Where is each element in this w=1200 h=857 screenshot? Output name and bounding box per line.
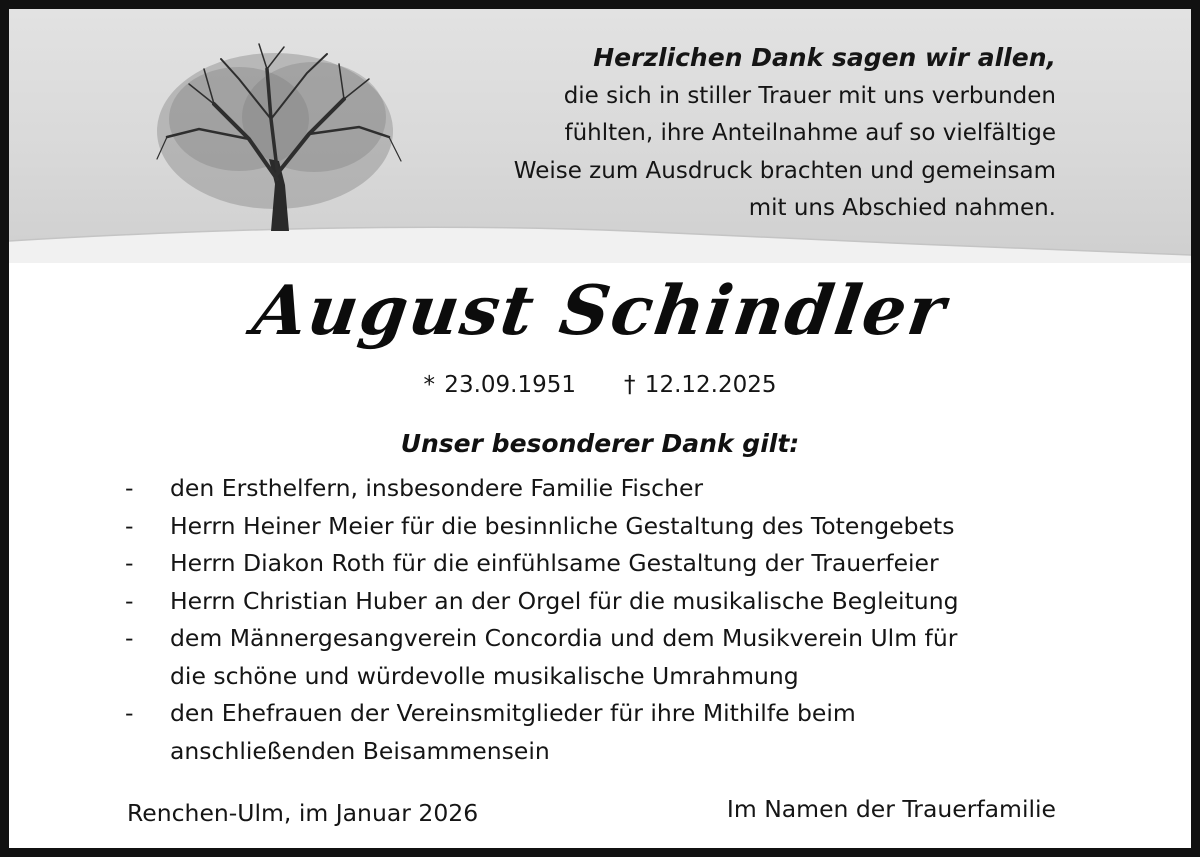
list-item [125, 470, 1105, 508]
place-date: Renchen-Ulm, im Januar 2026 [127, 799, 479, 827]
intro-text [514, 39, 1056, 228]
intro-line: Weise zum Ausdruck brachten und gemeinsam [513, 157, 1056, 184]
death-date: † 12.12.2025 [624, 372, 777, 398]
dash: - [125, 474, 134, 502]
item-text: Herrn Diakon Roth für die einfühlsame Gestaltung der Trauerfeier [170, 549, 939, 577]
birth-date: * 23.09.1951 [423, 372, 576, 398]
dash: - [125, 624, 134, 652]
item-text: Herrn Christian Huber an der Orgel für die musikalische Begleitung [170, 586, 959, 615]
list-item [125, 620, 1105, 695]
item-text: den Ehefrauen der Vereinsmitglieder für ihre Mithilfe beim anschließenden Beisammensein [170, 699, 856, 765]
deceased-name: August Schindler [248, 271, 952, 351]
item-text: den Ersthelfern, insbesondere Familie Fischer [170, 474, 704, 502]
signature: Im Namen der Trauerfamilie [726, 795, 1056, 823]
intro-line: mit uns Abschied nahmen. [748, 195, 1056, 221]
list-item [125, 583, 1105, 621]
life-dates [9, 372, 1191, 398]
intro-headline: Herzlichen Dank sagen wir allen, [593, 43, 1056, 72]
dash: - [125, 586, 134, 615]
item-text: Herrn Heiner Meier für die besinnliche Gestaltung des Totengebets [170, 511, 955, 540]
intro-line: die sich in stiller Trauer mit uns verbunden [563, 82, 1056, 109]
item-text: dem Männergesangverein Concordia und dem Musikverein Ulm für die schöne und würdevolle musikalische Umrahmung [170, 624, 958, 690]
list-item [125, 508, 1105, 546]
dash: - [125, 549, 134, 577]
banner [9, 9, 1191, 263]
thanks-list [125, 470, 1105, 770]
list-item [125, 545, 1105, 583]
intro-line: fühlten, ihre Anteilnahme auf so vielfältige [564, 120, 1056, 146]
thanks-title: Unser besonderer Dank gilt: [400, 429, 800, 458]
dash: - [125, 511, 134, 540]
list-item [125, 695, 1105, 770]
dash: - [125, 699, 134, 727]
